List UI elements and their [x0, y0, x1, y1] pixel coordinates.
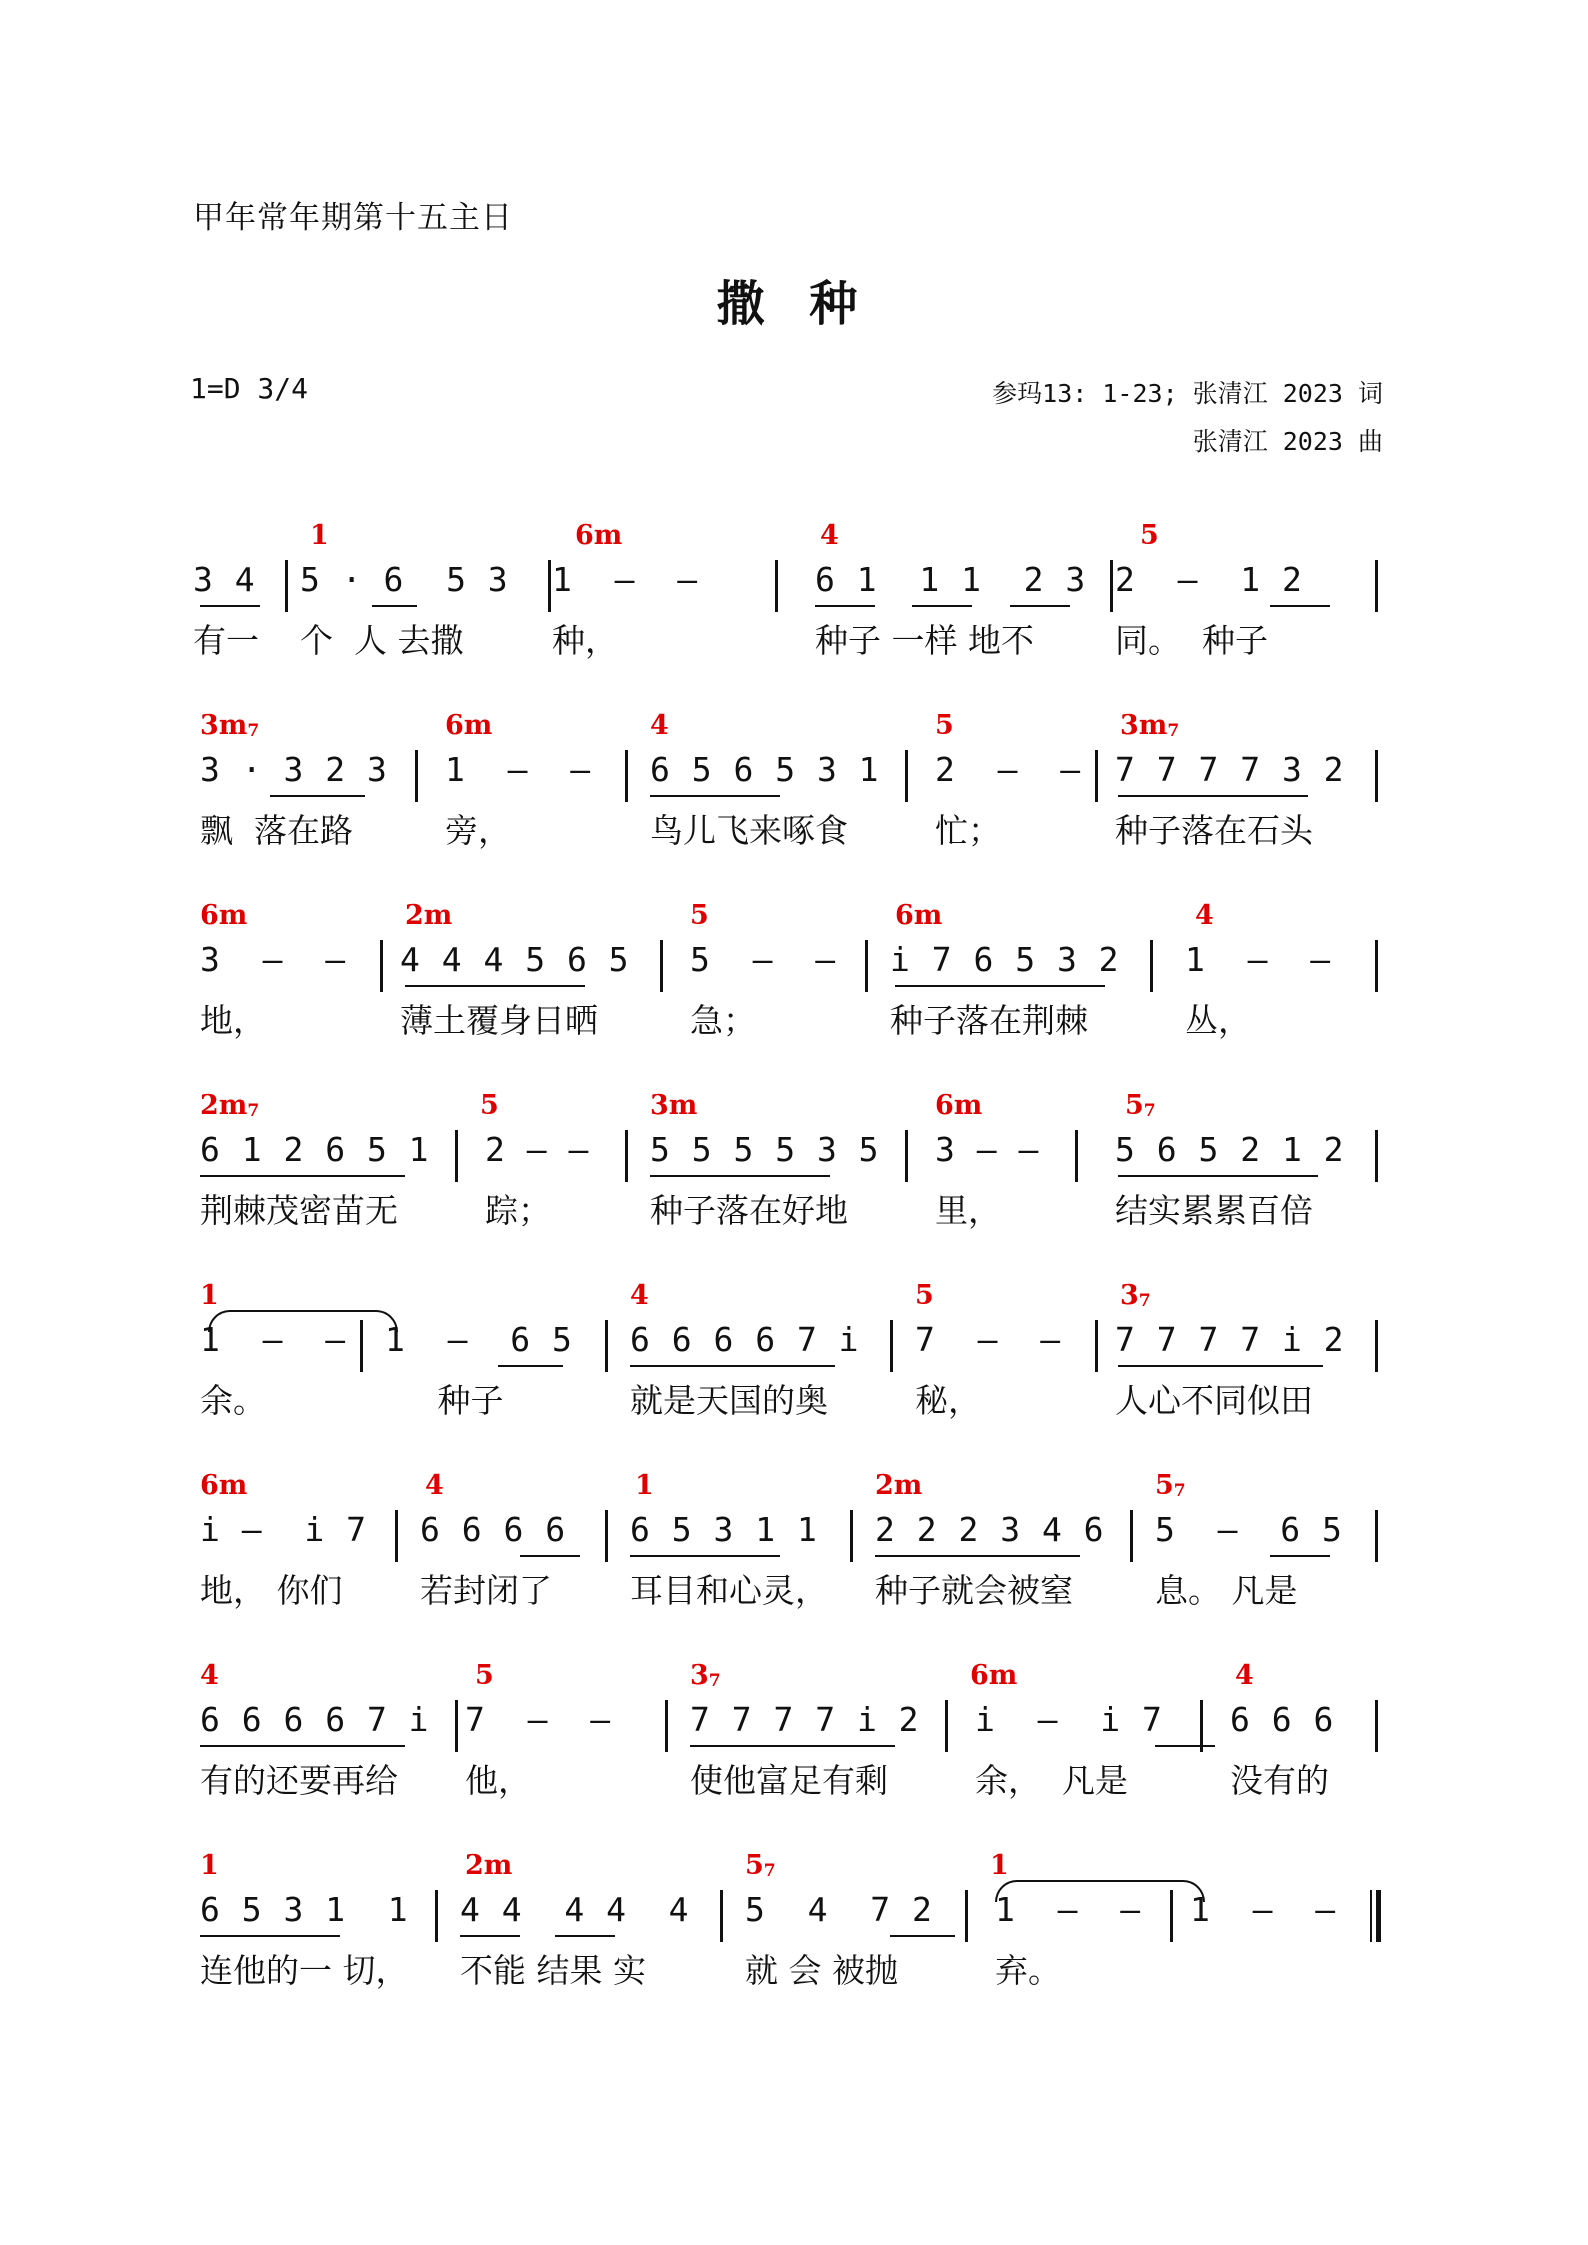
chord-root: 4 [200, 1660, 219, 1691]
barline [605, 1320, 608, 1372]
chord-symbol [690, 900, 709, 931]
chord-symbol [200, 1280, 219, 1311]
beam-underline [498, 1365, 563, 1367]
measure-notes: 7 – – [915, 1320, 1062, 1359]
barline [775, 560, 778, 612]
measure-lyric: 人心不同似田 [1115, 1381, 1313, 1420]
system-3 [0, 900, 1588, 1070]
chord-extension: 7 [1138, 1291, 1151, 1311]
measure-notes: 3 4 [193, 560, 256, 599]
measure-lyric: 若封闭了 [420, 1571, 552, 1610]
barline [905, 1130, 908, 1182]
measure-notes: 5 – 6 5 [1155, 1510, 1343, 1549]
chord-symbol [745, 1850, 776, 1881]
measure-lyric: 飘 落在路 [200, 811, 353, 850]
barline [720, 1890, 723, 1942]
measure-notes: 6 5 3 1 1 [200, 1890, 409, 1929]
measure-notes: 5 5 5 5 3 5 [650, 1130, 880, 1169]
chord-symbol [1120, 1280, 1151, 1311]
barline [1130, 1510, 1133, 1562]
chord-symbol [690, 1660, 721, 1691]
measure-notes: 6 6 6 6 [420, 1510, 567, 1549]
chord-root: 6m [200, 1470, 248, 1501]
measure-lyric: 秘， [915, 1381, 981, 1420]
beam-underline [630, 1365, 835, 1367]
measure-notes: 2 – 1 2 [1115, 560, 1303, 599]
chord-symbol [970, 1660, 1017, 1691]
measure-lyric: 就是天国的奥 [630, 1381, 828, 1420]
measure-notes: 2 2 2 3 4 6 [875, 1510, 1105, 1549]
barline [1095, 1320, 1098, 1372]
measure-notes: 1 – 6 5 [385, 1320, 573, 1359]
measure-lyric: 使他富足有剩 [690, 1761, 888, 1800]
chord-extension: 7 [1173, 1481, 1186, 1501]
barline [285, 560, 288, 612]
chord-root: 5 [935, 710, 954, 741]
chord-root: 1 [990, 1850, 1009, 1881]
lyricist-credit: 参玛13: 1-23; 张清江 2023 词 [992, 379, 1383, 408]
measure-notes: 6 6 6 6 7 i [200, 1700, 430, 1739]
tie-arc [995, 1880, 1205, 1902]
measure-lyric: 息。 凡是 [1155, 1571, 1298, 1610]
measure-lyric: 里， [935, 1191, 1001, 1230]
song-title: 撒 种 [716, 276, 872, 332]
chord-symbol [1120, 710, 1179, 741]
measure-notes: 7 7 7 7 i 2 [690, 1700, 920, 1739]
chord-extension: 7 [247, 1101, 260, 1121]
chord-root: 2m [465, 1850, 513, 1881]
chord-symbol [650, 1090, 697, 1121]
chord-symbol [310, 520, 329, 551]
measure-lyric: 急； [690, 1001, 756, 1040]
measure-lyric: 就 会 被抛 [745, 1951, 898, 1990]
chord-root: 1 [200, 1850, 219, 1881]
measure-lyric: 耳目和心灵， [630, 1571, 828, 1610]
barline [665, 1700, 668, 1752]
chord-root: 5 [1155, 1470, 1174, 1501]
barline [1375, 1510, 1378, 1562]
barline [1095, 750, 1098, 802]
measure-notes: 3 · 3 2 3 [200, 750, 388, 789]
system-4 [0, 1090, 1588, 1260]
measure-lyric: 种子 [385, 1381, 504, 1420]
chord-symbol [425, 1470, 444, 1501]
chord-symbol [650, 710, 669, 741]
chord-root: 4 [820, 520, 839, 551]
measure-notes: 1 – – [995, 1890, 1142, 1929]
chord-root: 6m [200, 900, 248, 931]
chord-root: 4 [630, 1280, 649, 1311]
measure-lyric: 种子落在石头 [1115, 811, 1313, 850]
beam-underline [372, 605, 417, 607]
measure-lyric: 种子就会被窒 [875, 1571, 1073, 1610]
beam-underline [650, 1175, 830, 1177]
beam-underline [1118, 1365, 1323, 1367]
barline [1375, 1320, 1378, 1372]
chord-symbol [200, 710, 259, 741]
system-8 [0, 1850, 1588, 2020]
chord-symbol [820, 520, 839, 551]
barline [455, 1130, 458, 1182]
chord-root: 6m [575, 520, 623, 551]
barline [1150, 940, 1153, 992]
measure-notes: 2 – – [485, 1130, 590, 1169]
measure-lyric: 同。 种子 [1115, 621, 1268, 660]
chord-symbol [465, 1850, 512, 1881]
system-6 [0, 1470, 1588, 1640]
barline [890, 1320, 893, 1372]
chord-root: 5 [475, 1660, 494, 1691]
measure-lyric: 个 人 去撒 [300, 621, 464, 660]
chord-root: 4 [1195, 900, 1214, 931]
chord-symbol [445, 710, 492, 741]
measure-notes: 6 6 6 [1230, 1700, 1335, 1739]
beam-underline [555, 1935, 615, 1937]
beam-underline [690, 1745, 895, 1747]
barline [1375, 1700, 1378, 1752]
chord-root: 5 [480, 1090, 499, 1121]
measure-lyric: 不能 结果 实 [460, 1951, 646, 1990]
chord-symbol [875, 1470, 922, 1501]
measure-notes: 7 7 7 7 i 2 [1115, 1320, 1345, 1359]
measure-notes: 1 – – [1185, 940, 1332, 979]
chord-symbol [200, 1850, 219, 1881]
chord-root: 4 [650, 710, 669, 741]
beam-underline [1270, 1555, 1330, 1557]
measure-lyric: 连他的一 切， [200, 1951, 409, 1990]
measure-notes: 6 6 6 6 7 i [630, 1320, 860, 1359]
chord-symbol [895, 900, 942, 931]
measure-notes: 6 1 1 1 2 3 [815, 560, 1087, 599]
chord-root: 5 [745, 1850, 764, 1881]
beam-underline [1270, 605, 1330, 607]
measure-lyric: 地， 你们 [200, 1571, 343, 1610]
chord-symbol [935, 710, 954, 741]
barline [625, 1130, 628, 1182]
barline [455, 1700, 458, 1752]
chord-root: 5 [690, 900, 709, 931]
chord-root: 4 [1235, 1660, 1254, 1691]
measure-lyric: 余， 凡是 [975, 1761, 1128, 1800]
beam-underline [520, 1555, 580, 1557]
chord-symbol [1125, 1090, 1156, 1121]
barline [415, 750, 418, 802]
system-5 [0, 1280, 1588, 1450]
measure-notes: 1 – – [1190, 1890, 1337, 1929]
measure-notes: 2 – – [935, 750, 1082, 789]
chord-symbol [475, 1660, 494, 1691]
final-barline [1370, 1890, 1378, 1942]
chord-symbol [935, 1090, 982, 1121]
barline [865, 940, 868, 992]
beam-underline [1118, 795, 1308, 797]
measure-notes: 5 4 7 2 [745, 1890, 933, 1929]
measure-lyric: 余。 [200, 1381, 266, 1420]
chord-root: 3m [200, 710, 248, 741]
chord-symbol [990, 1850, 1009, 1881]
measure-notes: 4 4 4 4 4 [460, 1890, 690, 1929]
chord-symbol [1155, 1470, 1186, 1501]
measure-lyric: 忙； [935, 811, 1001, 850]
beam-underline [200, 1175, 405, 1177]
beam-underline [200, 1935, 340, 1937]
beam-underline [890, 1935, 955, 1937]
beam-underline [460, 1935, 520, 1937]
measure-lyric: 没有的 [1230, 1761, 1329, 1800]
chord-root: 5 [1125, 1090, 1144, 1121]
measure-lyric: 踪； [485, 1191, 551, 1230]
chord-extension: 7 [1167, 721, 1180, 741]
measure-lyric: 有的还要再给 [200, 1761, 398, 1800]
barline [1375, 750, 1378, 802]
measure-lyric: 荆棘茂密苗无 [200, 1191, 398, 1230]
barline [435, 1890, 438, 1942]
beam-underline [200, 605, 260, 607]
chord-root: 2m [200, 1090, 248, 1121]
chord-symbol [635, 1470, 654, 1501]
barline [1375, 1130, 1378, 1182]
beam-underline [405, 985, 585, 987]
chord-extension: 7 [763, 1861, 776, 1881]
barline [548, 560, 551, 612]
measure-lyric: 种子 一样 地不 [815, 621, 1034, 660]
chord-root: 1 [635, 1470, 654, 1501]
barline [905, 750, 908, 802]
barline [605, 1510, 608, 1562]
chord-root: 1 [310, 520, 329, 551]
beam-underline [650, 795, 780, 797]
chord-symbol [1140, 520, 1159, 551]
measure-lyric: 鸟儿飞来啄食 [650, 811, 848, 850]
chord-symbol [200, 1090, 259, 1121]
measure-lyric: 丛， [1185, 1001, 1251, 1040]
chord-root: 6m [935, 1090, 983, 1121]
tie-arc [208, 1310, 398, 1332]
measure-lyric: 弃。 [995, 1951, 1061, 1990]
chord-root: 4 [425, 1470, 444, 1501]
measure-notes: 3 – – [200, 940, 347, 979]
chord-root: 3m [1120, 710, 1168, 741]
chord-root: 6m [970, 1660, 1018, 1691]
barline [380, 940, 383, 992]
beam-underline [270, 795, 365, 797]
liturgical-day: 甲年常年期第十五主日 [193, 200, 513, 236]
chord-symbol [405, 900, 452, 931]
measure-lyric: 地， [200, 1001, 266, 1040]
system-1 [0, 520, 1588, 690]
barline [1075, 1130, 1078, 1182]
measure-lyric: 薄土覆身日晒 [400, 1001, 598, 1040]
chord-extension: 7 [708, 1671, 721, 1691]
barline [1110, 560, 1113, 612]
barline [945, 1700, 948, 1752]
measure-notes: i – i 7 [975, 1700, 1163, 1739]
system-2 [0, 710, 1588, 880]
measure-notes: i 7 6 5 3 2 [890, 940, 1120, 979]
key-time-signature: 1=D 3/4 [190, 372, 309, 405]
barline [850, 1510, 853, 1562]
beam-underline [815, 605, 875, 607]
measure-lyric: 种子落在好地 [650, 1191, 848, 1230]
beam-underline [1010, 605, 1070, 607]
chord-root: 6m [895, 900, 943, 931]
measure-lyric: 有一 [193, 621, 259, 660]
chord-root: 2m [875, 1470, 923, 1501]
measure-lyric: 种， [552, 621, 618, 660]
measure-notes: 3 – – [935, 1130, 1040, 1169]
measure-notes: i – i 7 [200, 1510, 367, 1549]
chord-symbol [200, 1470, 247, 1501]
beam-underline [1118, 1175, 1318, 1177]
measure-lyric: 他， [465, 1761, 531, 1800]
chord-root: 3 [1120, 1280, 1139, 1311]
measure-notes: 6 5 3 1 1 [630, 1510, 818, 1549]
measure-notes: 7 – – [465, 1700, 612, 1739]
barline [1375, 940, 1378, 992]
measure-lyric: 种子落在荆棘 [890, 1001, 1088, 1040]
chord-symbol [915, 1280, 934, 1311]
chord-root: 5 [1140, 520, 1159, 551]
chord-symbol [630, 1280, 649, 1311]
measure-notes: 5 · 6 5 3 [300, 560, 509, 599]
measure-notes: 6 1 2 6 5 1 [200, 1130, 430, 1169]
barline [1375, 560, 1378, 612]
system-7 [0, 1660, 1588, 1830]
chord-extension: 7 [247, 721, 260, 741]
measure-notes: 7 7 7 7 3 2 [1115, 750, 1345, 789]
beam-underline [630, 1555, 780, 1557]
chord-root: 5 [915, 1280, 934, 1311]
chord-root: 1 [200, 1280, 219, 1311]
chord-root: 6m [445, 710, 493, 741]
barline [625, 750, 628, 802]
measure-notes: 4 4 4 5 6 5 [400, 940, 630, 979]
beam-underline [875, 1555, 1080, 1557]
chord-root: 2m [405, 900, 453, 931]
barline [395, 1510, 398, 1562]
chord-root: 3 [690, 1660, 709, 1691]
chord-symbol [200, 1660, 219, 1691]
chord-symbol [575, 520, 622, 551]
barline [965, 1890, 968, 1942]
measure-notes: 1 – – [552, 560, 699, 599]
measure-notes: 1 – – [445, 750, 592, 789]
chord-symbol [1235, 1660, 1254, 1691]
chord-root: 3m [650, 1090, 698, 1121]
barline [660, 940, 663, 992]
measure-notes: 5 6 5 2 1 2 [1115, 1130, 1345, 1169]
beam-underline [1155, 1745, 1215, 1747]
measure-lyric: 旁， [445, 811, 511, 850]
composer-credit: 张清江 2023 曲 [1192, 427, 1383, 456]
beam-underline [912, 605, 972, 607]
measure-lyric: 结实累累百倍 [1115, 1191, 1313, 1230]
measure-notes: 5 – – [690, 940, 837, 979]
chord-symbol [200, 900, 247, 931]
chord-symbol [480, 1090, 499, 1121]
measure-notes: 1 – – [200, 1320, 347, 1359]
beam-underline [200, 1745, 405, 1747]
measure-notes: 6 5 6 5 3 1 [650, 750, 880, 789]
chord-extension: 7 [1143, 1101, 1156, 1121]
chord-symbol [1195, 900, 1214, 931]
beam-underline [895, 985, 1105, 987]
